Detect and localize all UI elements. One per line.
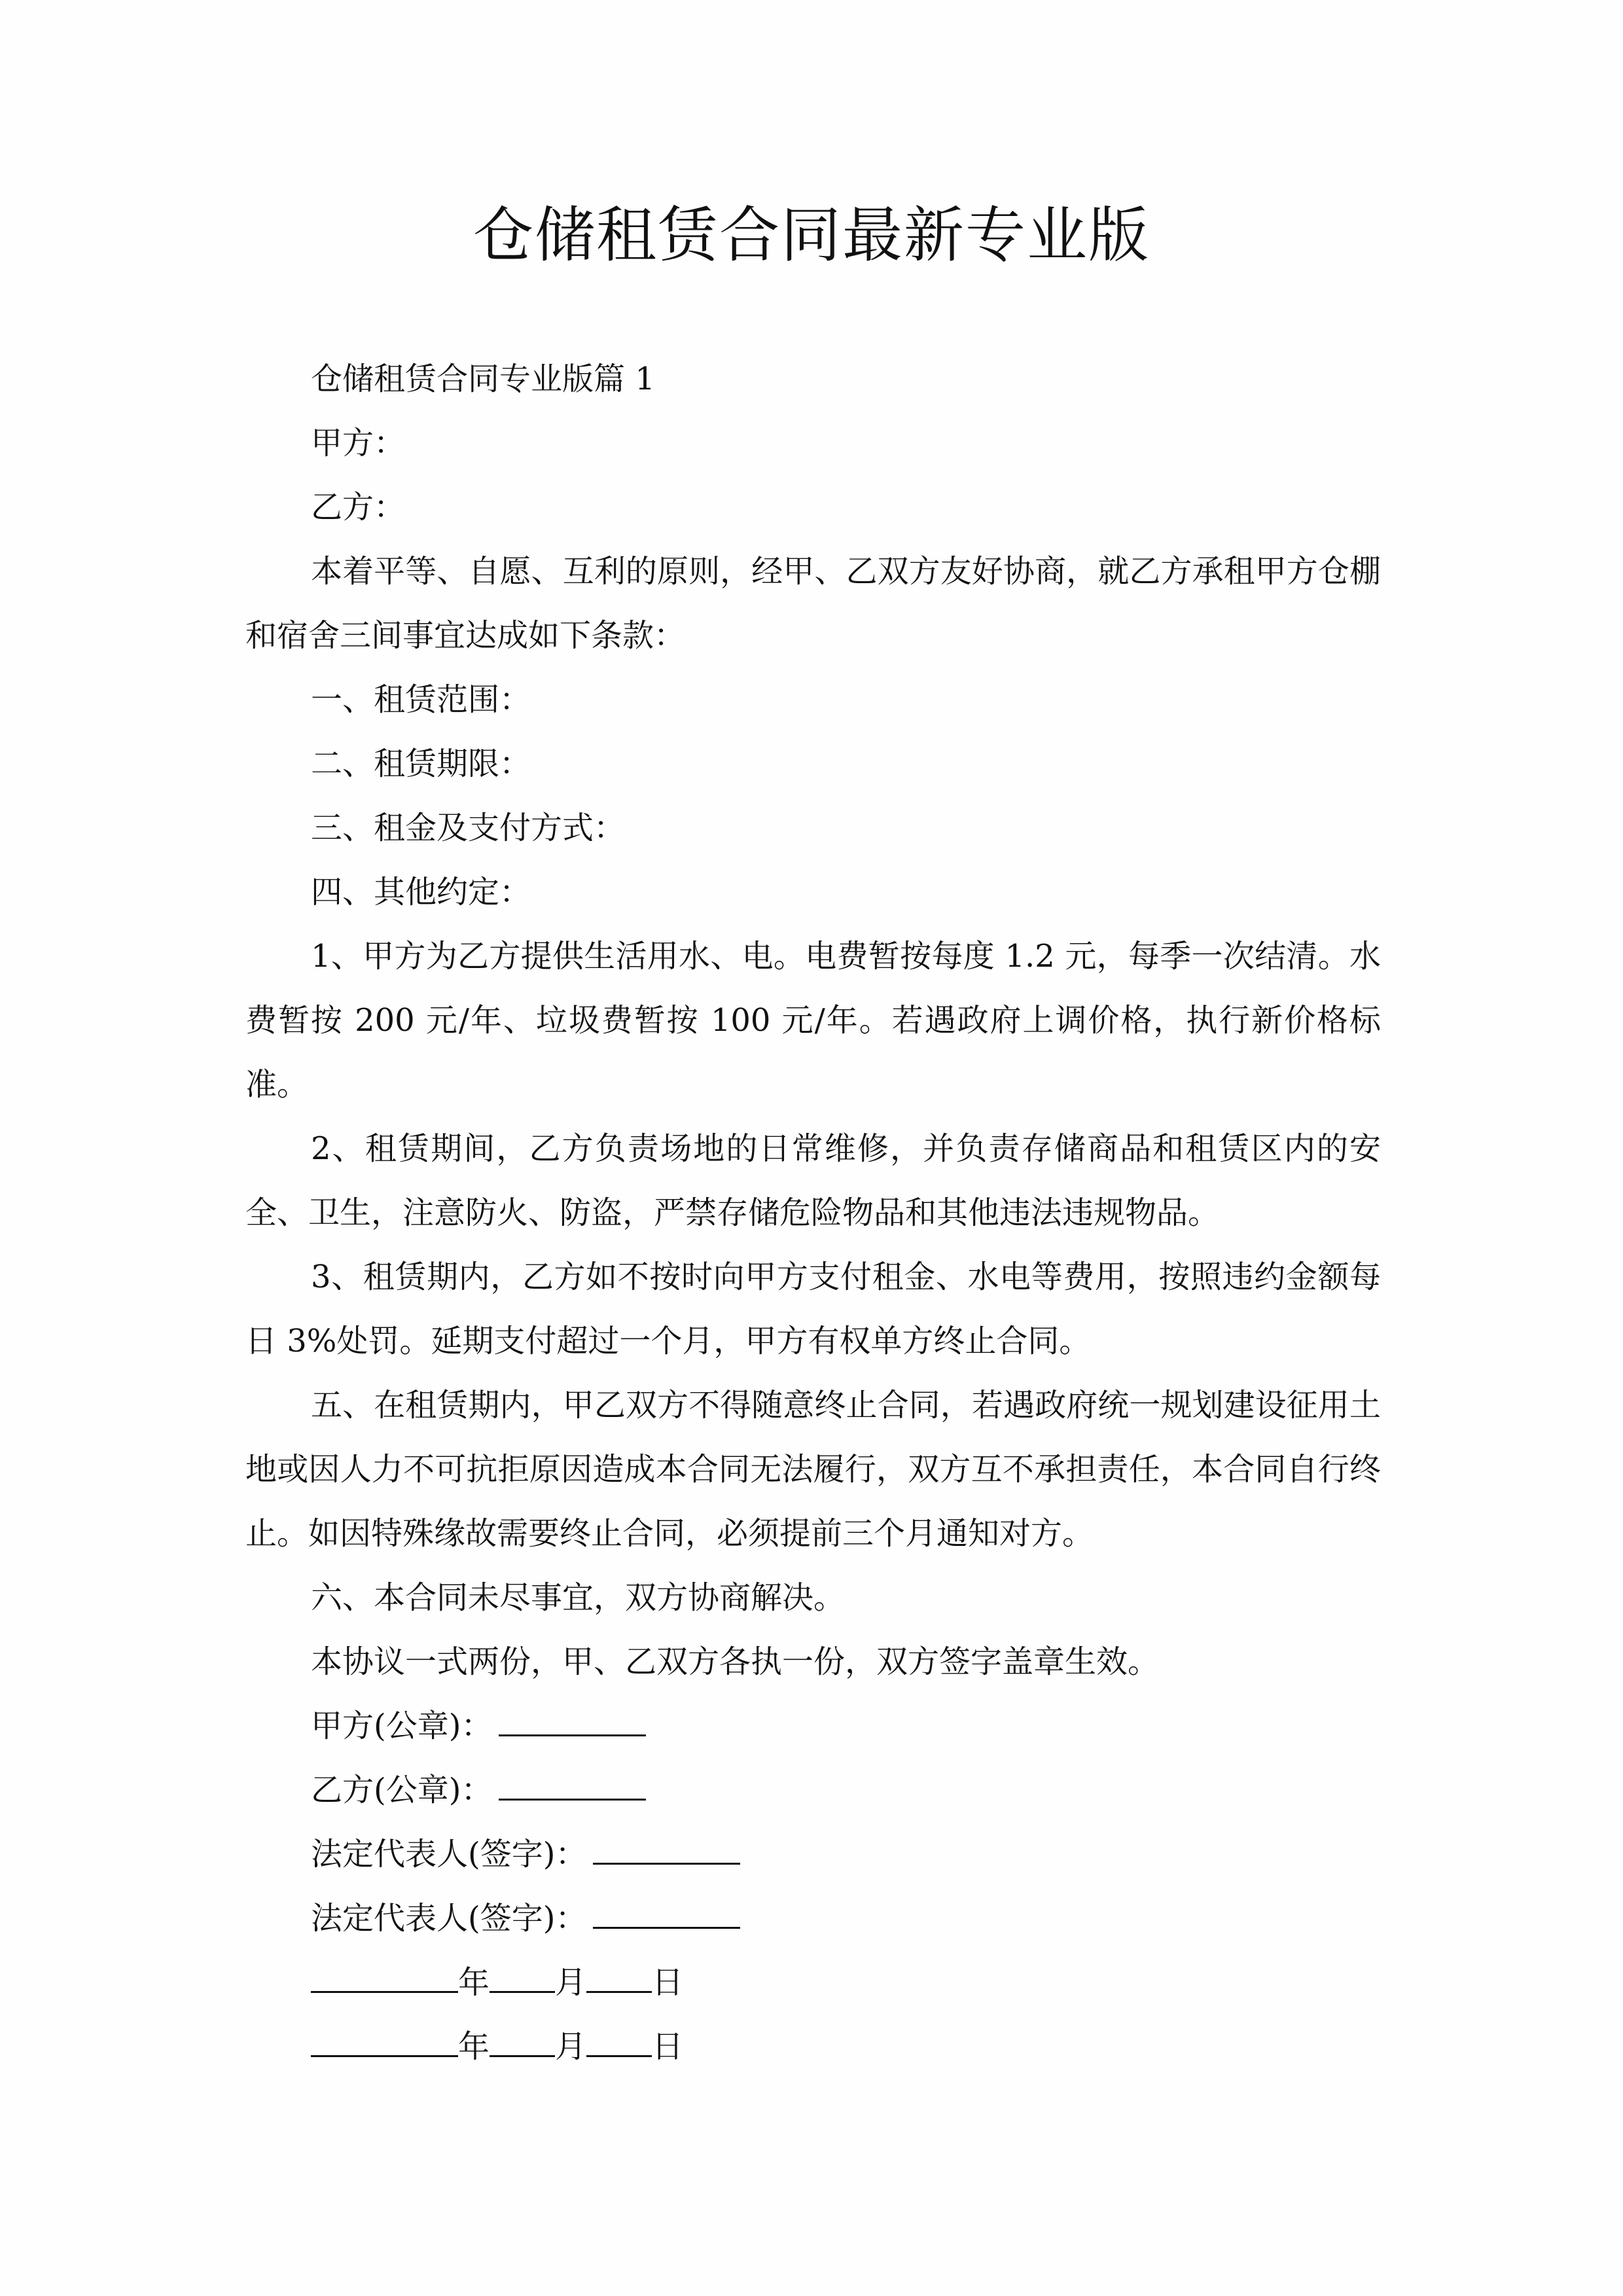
clause-rent-payment: 三、租金及支付方式： — [311, 810, 626, 846]
sub-clause-utilities: 1、甲方为乙方提供生活用水、电。电费暂按每度 1.2 元，每季一次结清。水费暂按 200 元/年、垃圾费暂按 100 元/年。若遇政府上调价格，执行新价格标准。 — [245, 938, 1381, 1103]
party-b-seal-blank[interactable] — [499, 1772, 646, 1801]
effectiveness-statement: 本协议一式两份，甲、乙双方各执一份，双方签字盖章生效。 — [311, 1643, 1160, 1680]
legal-rep-2-label: 法定代表人(签字)： — [311, 1900, 587, 1937]
document-body — [245, 347, 1381, 2079]
section-heading: 仓储租赁合同专业版篇 1 — [311, 361, 655, 397]
date-1-month-label: 月 — [555, 1964, 587, 2001]
party-b-seal-line — [245, 1758, 1381, 1822]
date-1-day-label: 日 — [652, 1964, 684, 2001]
legal-rep-1-line — [245, 1822, 1381, 1886]
legal-rep-1-blank[interactable] — [593, 1837, 740, 1865]
date-1-year-label: 年 — [458, 1964, 490, 2001]
party-a-label: 甲方： — [311, 425, 406, 461]
legal-rep-2-line — [245, 1886, 1381, 1950]
party-a-seal-label: 甲方(公章)： — [311, 1708, 493, 1744]
date-2-month-label: 月 — [555, 2028, 587, 2065]
party-b-seal-label: 乙方(公章)： — [311, 1772, 493, 1808]
date-1-day-blank[interactable] — [586, 1965, 652, 1993]
date-2-month-blank[interactable] — [490, 2029, 555, 2057]
date-2-year-blank[interactable] — [311, 2029, 458, 2057]
date-line-1 — [245, 1950, 1381, 2015]
date-2-year-label: 年 — [458, 2028, 490, 2065]
legal-rep-1-label: 法定代表人(签字)： — [311, 1836, 587, 1873]
party-a-seal-blank[interactable] — [499, 1708, 646, 1736]
party-b-label: 乙方： — [311, 489, 406, 526]
clause-unresolved-matters: 六、本合同未尽事宜，双方协商解决。 — [311, 1579, 846, 1616]
date-1-month-blank[interactable] — [490, 1965, 555, 1993]
clause-other-terms: 四、其他约定： — [311, 874, 531, 910]
clause-termination: 五、在租赁期内，甲乙双方不得随意终止合同，若遇政府统一规划建设征用土地或因人力不可抗拒原因造成本合同无法履行，双方互不承担责任，本合同自行终止。如因特殊缘故需要终止合同，必须提前三个月通知对方。 — [245, 1387, 1381, 1552]
date-line-2 — [245, 2015, 1381, 2079]
clause-term: 二、租赁期限： — [311, 745, 531, 782]
date-2-day-blank[interactable] — [586, 2029, 652, 2057]
date-2-day-label: 日 — [652, 2028, 684, 2065]
sub-clause-maintenance: 2、租赁期间，乙方负责场地的日常维修，并负责存储商品和租赁区内的安全、卫生，注意防火、防盗，严禁存储危险物品和其他违法违规物品。 — [245, 1130, 1381, 1231]
document-title: 仓储租赁合同最新专业版 — [473, 200, 1150, 270]
party-a-seal-line — [245, 1694, 1381, 1758]
date-1-year-blank[interactable] — [311, 1965, 458, 1993]
clause-scope: 一、租赁范围： — [311, 681, 531, 718]
preamble-paragraph: 本着平等、自愿、互利的原则，经甲、乙双方友好协商，就乙方承租甲方仓棚和宿舍三间事宜达成如下条款： — [245, 553, 1381, 654]
legal-rep-2-blank[interactable] — [593, 1901, 740, 1929]
sub-clause-late-payment: 3、租赁期内，乙方如不按时向甲方支付租金、水电等费用，按照违约金额每日 3%处罚。延期支付超过一个月，甲方有权单方终止合同。 — [245, 1259, 1381, 1359]
